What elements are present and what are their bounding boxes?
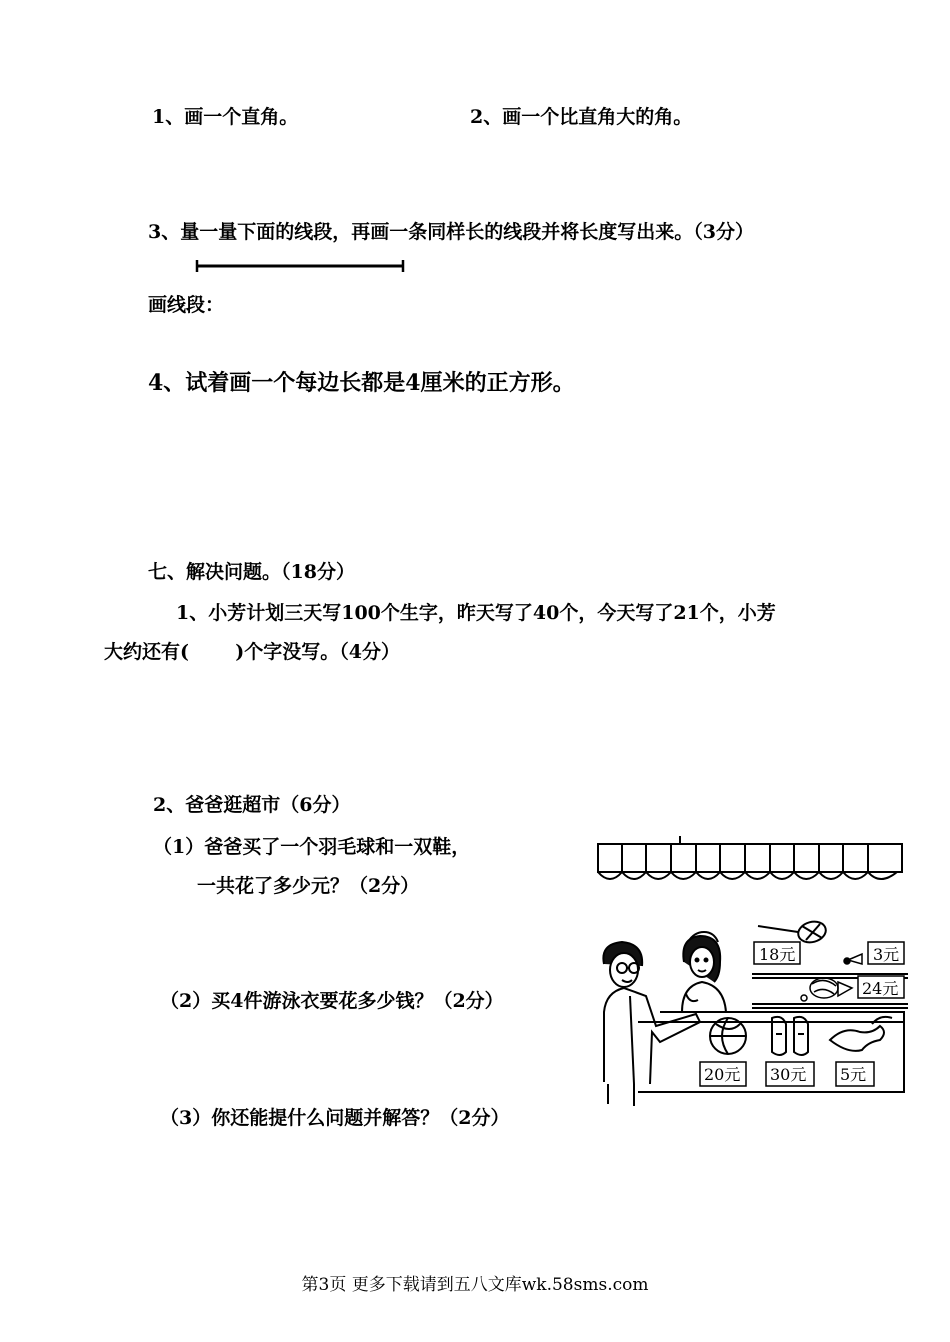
price-racket: 18元 [759,945,796,964]
shelf-item-icon [801,978,852,1001]
awning [598,836,902,879]
problem-2-title: 2、爸爸逛超市（6分） [153,794,351,816]
problem-2-sub-1-line-1: （1）爸爸买了一个羽毛球和一双鞋， [153,836,471,858]
supermarket-illustration [590,834,920,1114]
question-right-angle: 1、画一个直角。 [152,106,299,128]
price-shuttlecock: 3元 [873,945,900,964]
problem-2-sub-2: （2）买4件游泳衣要花多少钱？（2分） [160,990,504,1012]
price-shoes: 30元 [770,1065,807,1084]
problem-2-sub-1-line-2: 一共花了多少元？（2分） [197,875,420,897]
problem-1-line-1: 1、小芳计划三天写100个生字，昨天写了40个，今天写了21个，小芳 [176,602,776,624]
shop-clerk-figure [682,932,726,1012]
page-footer: 第3页 更多下载请到五八文库wk.58sms.com [301,1275,649,1295]
question-square: 4、试着画一个每边长都是4厘米的正方形。 [148,370,575,396]
price-shelf-item: 24元 [862,979,899,998]
measure-line-segment [0,256,950,276]
customer-dad-figure [603,942,700,1106]
question-measure-segment: 3、量一量下面的线段，再画一条同样长的线段并将长度写出来。（3分） [148,221,754,243]
basketball-icon [710,1018,746,1054]
answer-label-draw-segment: 画线段： [148,294,225,316]
price-swimsuit: 5元 [840,1065,867,1084]
problem-1-line-2: 大约还有( )个字没写。（4分） [104,641,401,663]
section-title-problem-solving: 七、解决问题。（18分） [148,561,355,583]
problem-2-sub-3: （3）你还能提什么问题并解答？（2分） [160,1107,510,1129]
shuttlecock-icon [844,954,862,964]
question-obtuse-angle: 2、画一个比直角大的角。 [470,106,693,128]
price-basketball: 20元 [704,1065,741,1084]
